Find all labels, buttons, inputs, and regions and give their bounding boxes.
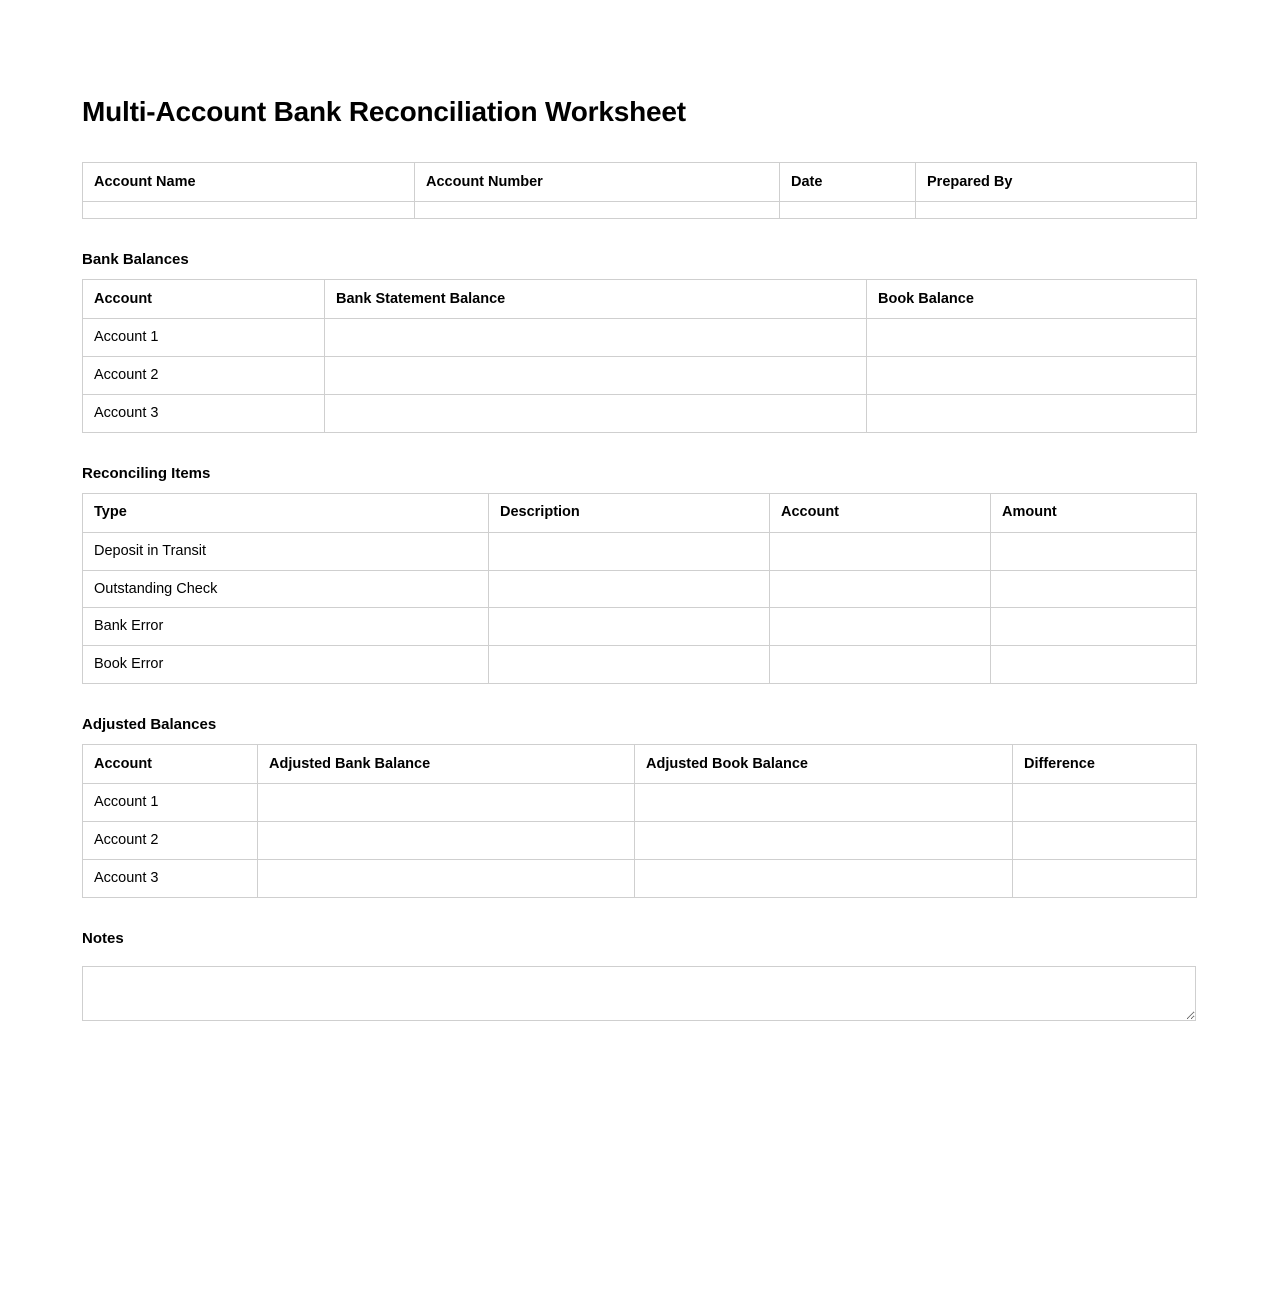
reconciling-items-table-body bbox=[83, 532, 1197, 683]
column-header-date: Date bbox=[780, 163, 916, 202]
column-header-account-number: Account Number bbox=[415, 163, 780, 202]
cell-description[interactable] bbox=[489, 570, 770, 608]
cell-bank-statement-balance[interactable] bbox=[325, 357, 867, 395]
table-row bbox=[83, 202, 1197, 219]
table-row bbox=[83, 570, 1197, 608]
adjusted-balances-table-body bbox=[83, 784, 1197, 898]
cell-type-label: Book Error bbox=[83, 646, 489, 684]
table-row bbox=[83, 394, 1197, 432]
cell-amount[interactable] bbox=[991, 646, 1197, 684]
column-header-book-balance: Book Balance bbox=[867, 280, 1197, 319]
account-info-table-body bbox=[83, 202, 1197, 219]
table-row bbox=[83, 859, 1197, 897]
column-header-account-name: Account Name bbox=[83, 163, 415, 202]
column-header-amount: Amount bbox=[991, 493, 1197, 532]
cell-book-balance[interactable] bbox=[867, 319, 1197, 357]
table-row bbox=[83, 319, 1197, 357]
cell-account[interactable] bbox=[770, 608, 991, 646]
notes-textarea[interactable] bbox=[82, 966, 1196, 1021]
cell-adjusted-bank-balance[interactable] bbox=[258, 821, 635, 859]
cell-account[interactable] bbox=[770, 532, 991, 570]
column-header-adjusted-book-balance: Adjusted Book Balance bbox=[635, 745, 1013, 784]
cell-adjusted-book-balance[interactable] bbox=[635, 784, 1013, 822]
notes-section bbox=[82, 930, 1196, 1021]
table-row bbox=[83, 608, 1197, 646]
column-header-adjusted-bank-balance: Adjusted Bank Balance bbox=[258, 745, 635, 784]
bank-balances-section bbox=[82, 251, 1196, 433]
column-header-account: Account bbox=[83, 280, 325, 319]
section-title-notes: Notes bbox=[82, 929, 124, 947]
table-header-row bbox=[83, 745, 1197, 784]
cell-date[interactable] bbox=[780, 202, 916, 219]
cell-description[interactable] bbox=[489, 532, 770, 570]
cell-difference[interactable] bbox=[1013, 859, 1197, 897]
cell-adjusted-book-balance[interactable] bbox=[635, 859, 1013, 897]
table-header-row bbox=[83, 493, 1197, 532]
bank-balances-table-head bbox=[83, 280, 1197, 319]
section-title-bank-balances: Bank Balances bbox=[82, 251, 189, 269]
cell-account[interactable] bbox=[770, 570, 991, 608]
cell-difference[interactable] bbox=[1013, 784, 1197, 822]
cell-account-label: Account 3 bbox=[83, 859, 258, 897]
cell-account-name[interactable] bbox=[83, 202, 415, 219]
column-header-bank-statement-balance: Bank Statement Balance bbox=[325, 280, 867, 319]
cell-adjusted-bank-balance[interactable] bbox=[258, 859, 635, 897]
cell-account-label: Account 2 bbox=[83, 821, 258, 859]
cell-amount[interactable] bbox=[991, 532, 1197, 570]
column-header-difference: Difference bbox=[1013, 745, 1197, 784]
cell-account-label: Account 1 bbox=[83, 784, 258, 822]
cell-book-balance[interactable] bbox=[867, 394, 1197, 432]
cell-type-label: Bank Error bbox=[83, 608, 489, 646]
cell-description[interactable] bbox=[489, 646, 770, 684]
page-title: Multi-Account Bank Reconciliation Worksheet bbox=[82, 96, 686, 127]
column-header-prepared-by: Prepared By bbox=[916, 163, 1197, 202]
cell-amount[interactable] bbox=[991, 608, 1197, 646]
table-header-row bbox=[83, 280, 1197, 319]
table-row bbox=[83, 646, 1197, 684]
table-row bbox=[83, 357, 1197, 395]
cell-type-label: Outstanding Check bbox=[83, 570, 489, 608]
cell-adjusted-bank-balance[interactable] bbox=[258, 784, 635, 822]
cell-bank-statement-balance[interactable] bbox=[325, 319, 867, 357]
column-header-account: Account bbox=[770, 493, 991, 532]
table-header-row bbox=[83, 163, 1197, 202]
table-row bbox=[83, 532, 1197, 570]
adjusted-balances-section bbox=[82, 716, 1196, 898]
account-info-table bbox=[82, 162, 1197, 219]
cell-type-label: Deposit in Transit bbox=[83, 532, 489, 570]
cell-account-label: Account 3 bbox=[83, 394, 325, 432]
cell-account-label: Account 2 bbox=[83, 357, 325, 395]
account-info-section bbox=[82, 162, 1196, 219]
account-info-table-head bbox=[83, 163, 1197, 202]
reconciling-items-table bbox=[82, 493, 1197, 684]
table-row bbox=[83, 821, 1197, 859]
section-title-reconciling-items: Reconciling Items bbox=[82, 464, 211, 482]
column-header-description: Description bbox=[489, 493, 770, 532]
cell-prepared-by[interactable] bbox=[916, 202, 1197, 219]
adjusted-balances-table-head bbox=[83, 745, 1197, 784]
column-header-account: Account bbox=[83, 745, 258, 784]
cell-account[interactable] bbox=[770, 646, 991, 684]
cell-adjusted-book-balance[interactable] bbox=[635, 821, 1013, 859]
cell-account-number[interactable] bbox=[415, 202, 780, 219]
cell-account-label: Account 1 bbox=[83, 319, 325, 357]
cell-description[interactable] bbox=[489, 608, 770, 646]
adjusted-balances-table bbox=[82, 744, 1197, 898]
reconciling-items-section bbox=[82, 465, 1196, 684]
cell-difference[interactable] bbox=[1013, 821, 1197, 859]
cell-amount[interactable] bbox=[991, 570, 1197, 608]
cell-bank-statement-balance[interactable] bbox=[325, 394, 867, 432]
section-title-adjusted-balances: Adjusted Balances bbox=[82, 716, 217, 734]
table-row bbox=[83, 784, 1197, 822]
bank-balances-table-body bbox=[83, 319, 1197, 433]
cell-book-balance[interactable] bbox=[867, 357, 1197, 395]
bank-balances-table bbox=[82, 279, 1197, 433]
column-header-type: Type bbox=[83, 493, 489, 532]
reconciling-items-table-head bbox=[83, 493, 1197, 532]
